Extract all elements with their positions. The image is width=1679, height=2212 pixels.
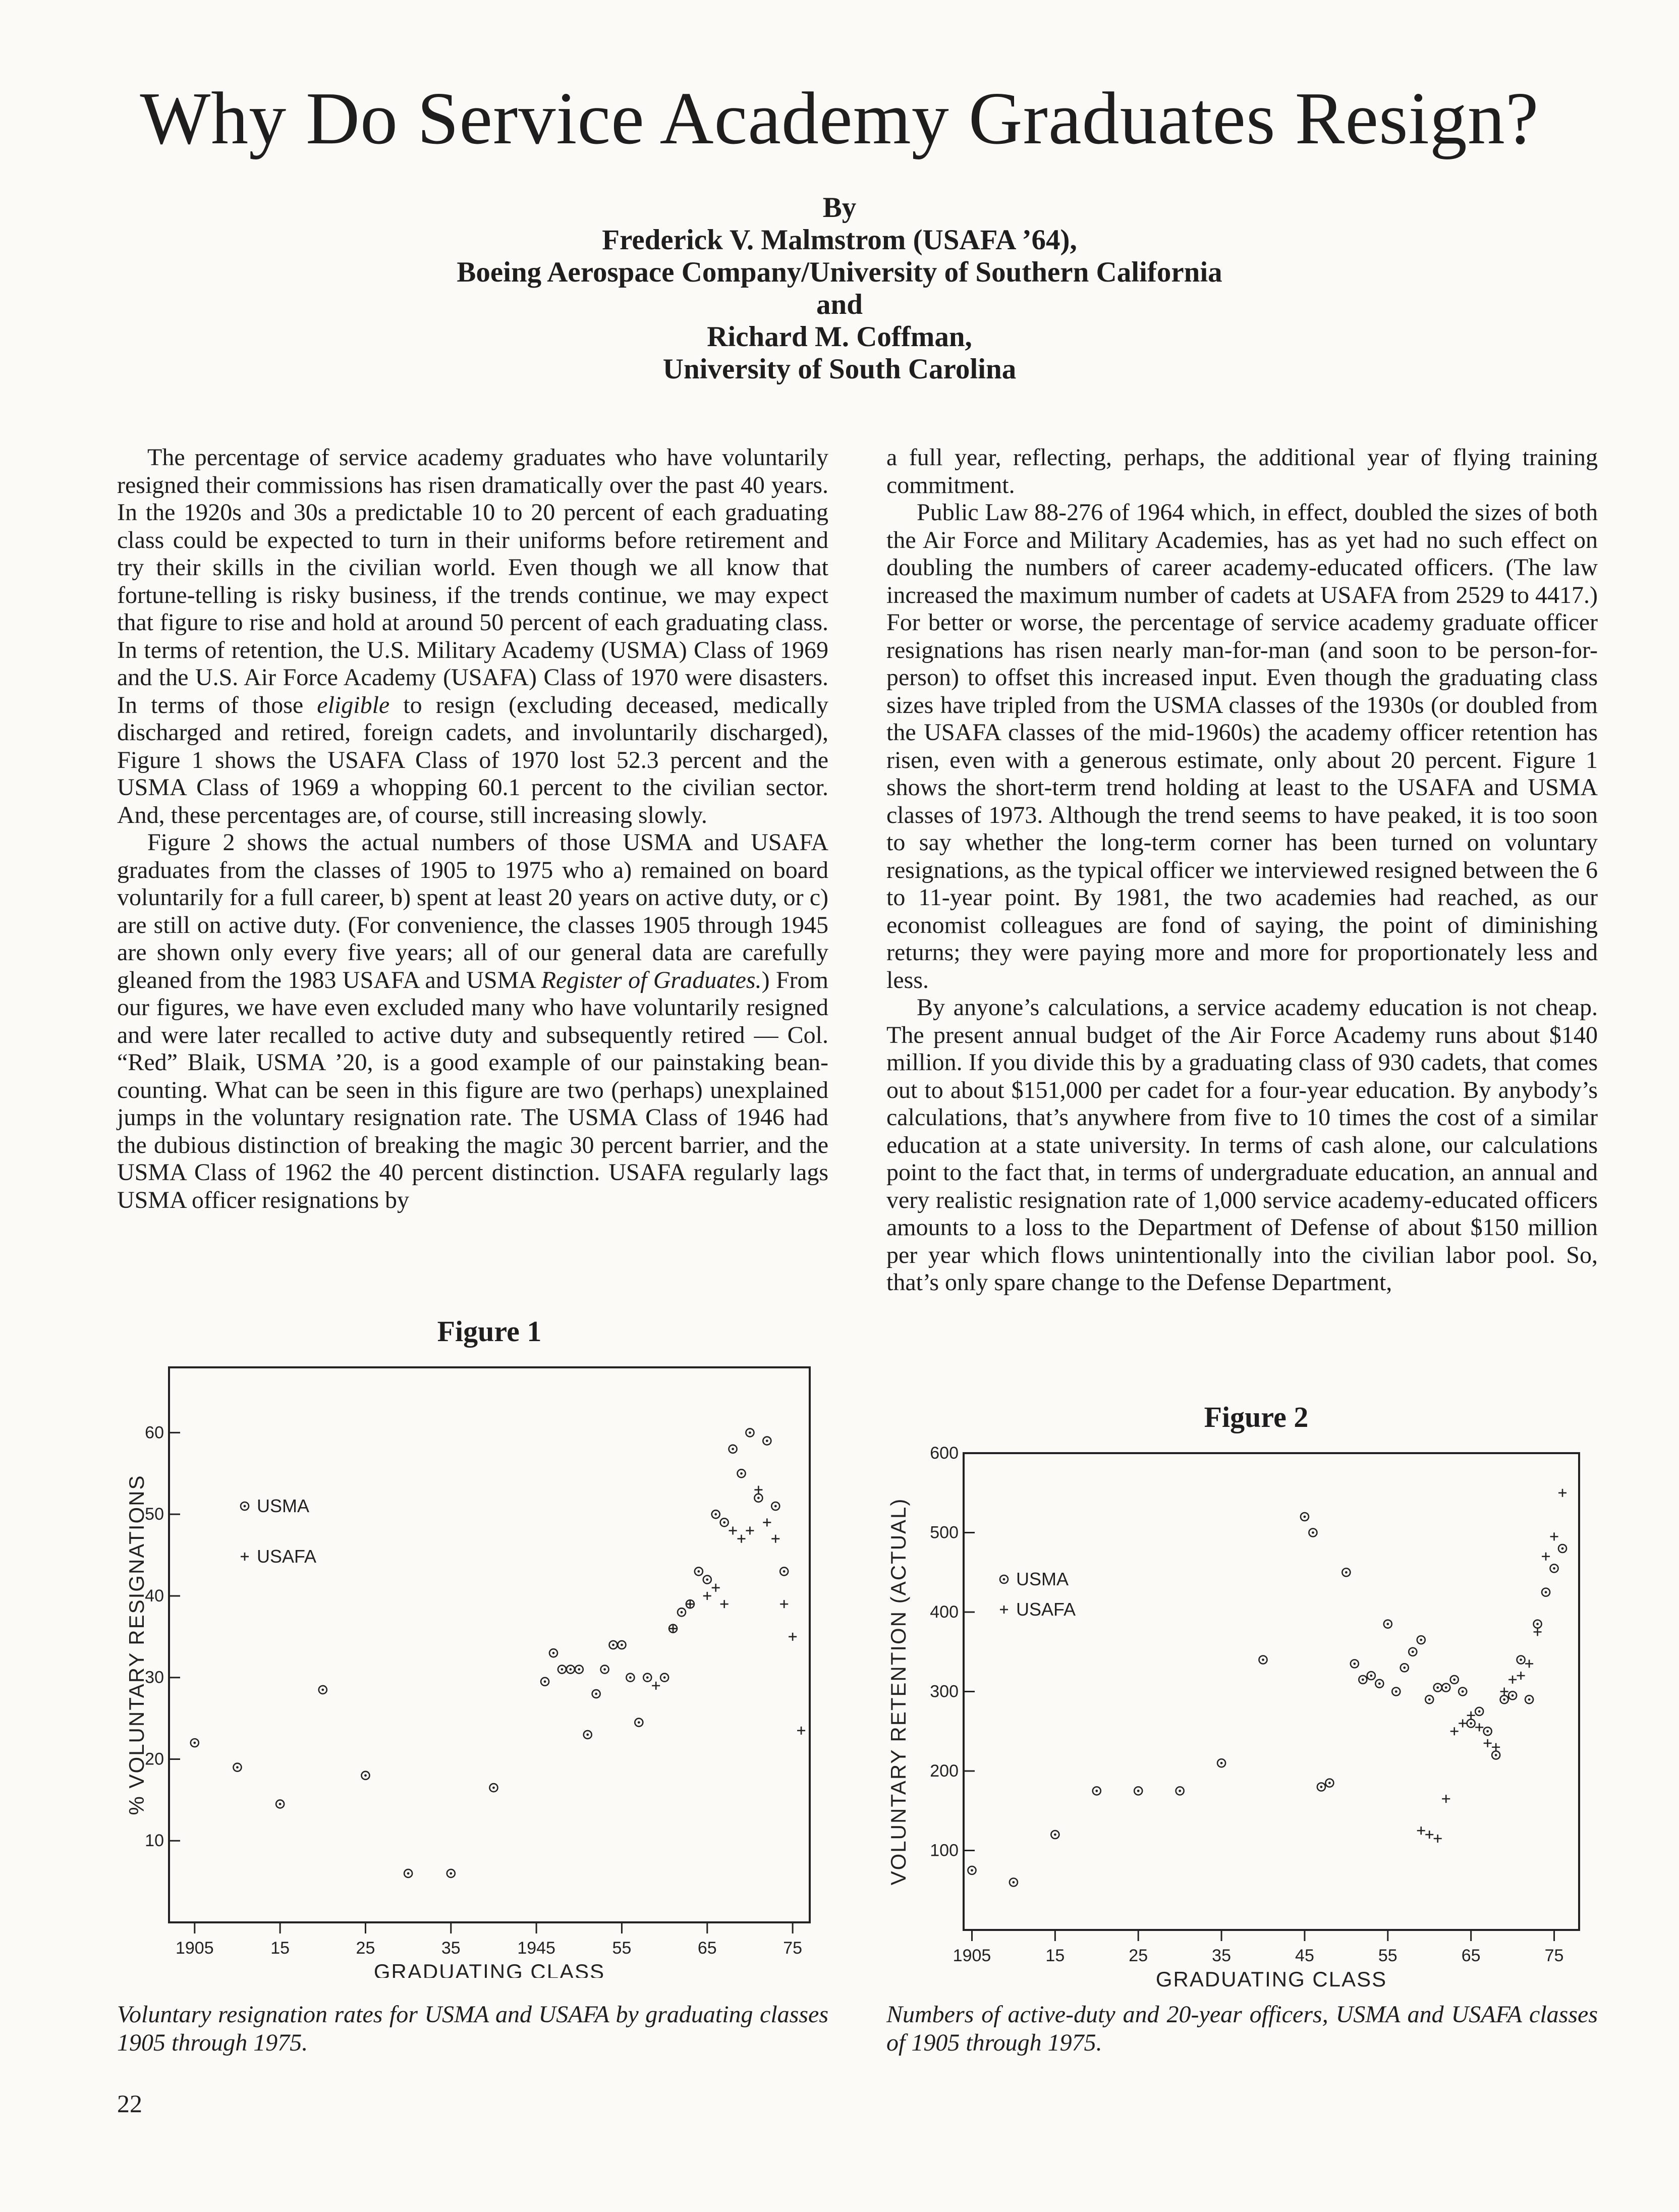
usma-point — [1351, 1660, 1359, 1668]
usma-point — [1550, 1564, 1558, 1572]
y-axis-label: % VOLUNTARY RESIGNATIONS — [125, 1474, 148, 1815]
usma-point — [1534, 1620, 1542, 1628]
usafa-point — [789, 1633, 797, 1641]
body-column-right — [886, 444, 1598, 1297]
usafa-point — [1434, 1835, 1442, 1843]
usma-point — [319, 1686, 327, 1694]
usma-point — [1417, 1636, 1425, 1644]
usma-point — [1093, 1787, 1101, 1795]
usma-point — [695, 1567, 703, 1575]
usma-point — [592, 1690, 600, 1698]
legend-usafa-marker — [241, 1553, 249, 1561]
paragraph: Public Law 88-276 of 1964 which, in effect, doubled the sizes of both the Air Force and Military Academies, has as yet had no such effect on doubling the numbers of career academy-educated officers. (The law increased the maximum number of cadets at USAFA from 2529 to 4417.) For better or worse, the percentage of service academy graduate officer resignations has risen nearly man-for-man (and soon to be person-for-person) to offset this increased input. Even though the graduating class sizes have tripled from the USMA classes of the 1930s (or doubled from the USAFA classes of the mid-1960s) the academy officer retention has risen, even with a generous estimate, only about 20 percent. Figure 1 shows the short-term trend holding at least to the USAFA and USMA classes of 1973. Although the trend seems to have peaked, it is too soon to say whether the long-term corner has been turned on voluntary resignations, as the typical officer we interviewed resigned between the 6 to 11-year point. By 1981, the two academies had reached, as our economist colleagues are fond of saying, the point of diminishing returns; they were paying more and more for proportionately less and less. — [886, 499, 1598, 993]
usafa-point — [1475, 1723, 1483, 1731]
y-tick-label: 50 — [145, 1505, 164, 1524]
paragraph: a full year, reflecting, perhaps, the additional year of flying training commitment. — [886, 444, 1598, 499]
x-tick-label: 1905 — [953, 1946, 991, 1965]
usma-point — [660, 1674, 668, 1682]
usma-point — [703, 1576, 711, 1584]
usafa-point — [720, 1600, 729, 1608]
usma-point — [361, 1772, 369, 1780]
byline — [0, 192, 1679, 385]
usafa-point — [1534, 1628, 1542, 1636]
usafa-point — [738, 1535, 746, 1543]
y-tick-label: 300 — [930, 1682, 959, 1701]
usma-point — [1384, 1620, 1392, 1628]
legend-usma-label: USMA — [257, 1496, 310, 1516]
usma-point — [635, 1719, 643, 1727]
usafa-point — [703, 1592, 711, 1600]
usma-point — [609, 1641, 618, 1649]
chart-svg — [116, 1362, 848, 1978]
usma-point — [1134, 1787, 1142, 1795]
usafa-point — [1517, 1672, 1525, 1680]
emphasis: Register of Graduates. — [541, 966, 762, 993]
legend-usafa-marker — [1000, 1606, 1008, 1614]
usma-point — [1525, 1695, 1533, 1703]
usafa-point — [729, 1527, 737, 1535]
usma-point — [780, 1567, 788, 1575]
usma-point — [404, 1869, 412, 1877]
y-tick-label: 30 — [145, 1668, 164, 1687]
usma-point — [558, 1666, 566, 1674]
figure-1-title: Figure 1 — [437, 1315, 542, 1348]
usma-point — [1409, 1648, 1417, 1656]
legend-usma-marker — [1000, 1575, 1008, 1583]
x-tick-label: 55 — [1378, 1946, 1397, 1965]
usafa-point — [746, 1527, 754, 1535]
legend-usma-marker — [241, 1502, 249, 1510]
emphasis: eligible — [317, 691, 390, 718]
x-tick-label: 55 — [612, 1939, 632, 1958]
usma-point — [601, 1666, 609, 1674]
usafa-point — [712, 1584, 720, 1592]
x-tick-label: 35 — [1212, 1946, 1231, 1965]
usma-point — [738, 1469, 746, 1477]
usafa-point — [1459, 1720, 1467, 1728]
x-axis-label: GRADUATING CLASS — [373, 1960, 605, 1978]
usma-point — [1558, 1544, 1566, 1553]
usma-point — [567, 1666, 575, 1674]
usma-point — [276, 1800, 284, 1808]
usafa-point — [1484, 1739, 1492, 1747]
y-tick-label: 500 — [930, 1523, 959, 1542]
y-tick-label: 400 — [930, 1602, 959, 1622]
usma-point — [1301, 1513, 1309, 1521]
y-axis-label: VOLUNTARY RETENTION (ACTUAL) — [886, 1498, 910, 1886]
usma-point — [643, 1674, 651, 1682]
x-tick-label: 45 — [1295, 1946, 1314, 1965]
usma-point — [1375, 1680, 1383, 1688]
usma-point — [1010, 1878, 1018, 1887]
usma-point — [1442, 1684, 1450, 1692]
usma-point — [1309, 1529, 1317, 1537]
paragraph: Figure 2 shows the actual numbers of those USMA and USAFA graduates from the classes of 1905 to 1975 who a) remained on board voluntarily for a full career, b) spent at least 20 years on active duty, or c) are still on active duty. (For convenience, the classes 1905 through 1945 are shown only every five years; all of our general data are carefully gleaned from the 1983 USAFA and USMA Register of Graduates.) From our figures, we have even excluded many who have voluntarily resigned and were later recalled to active duty and subsequently retired — Col. “Red” Blaik, USMA ’20, is a good example of our painstaking bean-counting. What can be seen in this figure are two (perhaps) unexplained jumps in the voluntary resignation rate. The USMA Class of 1946 had the dubious distinction of breaking the magic 30 percent barrier, and the USMA Class of 1962 the 40 percent distinction. USAFA regularly lags USMA officer resignations by — [117, 829, 828, 1213]
figure-2-caption: Numbers of active-duty and 20-year officers, USMA and USAFA classes of 1905 through 1975. — [886, 2001, 1598, 2056]
x-tick-label: 1905 — [175, 1939, 214, 1958]
byline-and: and — [816, 289, 863, 320]
usma-point — [771, 1502, 779, 1510]
usma-point — [746, 1428, 754, 1436]
usafa-point — [652, 1682, 660, 1690]
usma-point — [754, 1494, 762, 1502]
usafa-point — [1425, 1831, 1433, 1839]
usma-point — [1392, 1688, 1400, 1696]
legend-usafa-label: USAFA — [1016, 1599, 1076, 1620]
x-tick-label: 65 — [697, 1939, 717, 1958]
usafa-1976-point — [1558, 1489, 1566, 1497]
usma-point — [1517, 1656, 1525, 1664]
usma-point — [1359, 1676, 1367, 1684]
usma-point — [447, 1869, 455, 1877]
usma-point — [1259, 1656, 1267, 1664]
usma-point — [489, 1784, 497, 1792]
x-tick-label: 75 — [783, 1939, 803, 1958]
usma-point — [1475, 1707, 1483, 1716]
usafa-point — [1550, 1532, 1558, 1540]
usma-point — [541, 1678, 549, 1686]
usma-point — [191, 1739, 199, 1747]
x-tick-label: 75 — [1544, 1946, 1564, 1965]
x-tick-label: 25 — [1129, 1946, 1148, 1965]
byline-affiliation-2: University of South Carolina — [662, 353, 1017, 385]
y-tick-label: 600 — [930, 1444, 959, 1463]
legend-usafa-label: USAFA — [257, 1546, 317, 1567]
usafa-point — [1500, 1688, 1508, 1696]
usafa-point — [1467, 1711, 1475, 1720]
usma-point — [763, 1437, 771, 1445]
usma-point — [678, 1608, 686, 1616]
usma-point — [233, 1763, 241, 1772]
usma-point — [575, 1666, 583, 1674]
usma-point — [1508, 1691, 1517, 1699]
usma-point — [1467, 1720, 1475, 1728]
usafa-point — [754, 1486, 762, 1494]
usafa-point — [1525, 1660, 1533, 1668]
usma-point — [1342, 1568, 1350, 1576]
usma-point — [549, 1649, 557, 1657]
article-title: Why Do Service Academy Graduates Resign? — [140, 77, 1539, 160]
usma-point — [968, 1866, 976, 1874]
usma-point — [1459, 1688, 1467, 1696]
usma-point — [1317, 1783, 1325, 1791]
x-axis-label: GRADUATING CLASS — [1155, 1967, 1387, 1991]
byline-by: By — [822, 192, 857, 224]
usma-point — [1325, 1779, 1333, 1787]
y-tick-label: 40 — [145, 1586, 164, 1606]
chart-svg — [873, 1433, 1604, 1993]
usma-point — [1051, 1831, 1059, 1839]
figure-1-chart — [116, 1362, 848, 1978]
paragraph: By anyone’s calculations, a service academy education is not cheap. The present annual budget of the Air Force Academy runs about $140 million. If you divide this by a graduating class of 930 cadets, that comes out to about $151,000 per cadet for a four-year education. By anybody’s calculations, that’s anywhere from five to 10 times the cost of a similar education at a state university. In terms of cash alone, our calculations point to the fact that, in terms of undergraduate education, an annual and very realistic resignation rate of 1,000 service academy-educated officers amounts to a loss to the Department of Defense of about $150 million per year which flows unintentionally into the civilian labor pool. So, that’s only spare change to the Defense Department, — [886, 994, 1598, 1296]
usma-point — [1425, 1695, 1433, 1703]
x-tick-label: 1945 — [517, 1939, 555, 1958]
figure-1-caption: Voluntary resignation rates for USMA and USAFA by graduating classes 1905 through 1975. — [117, 2001, 828, 2056]
usma-point — [729, 1445, 737, 1453]
usma-point — [1492, 1751, 1500, 1759]
usma-point — [618, 1641, 626, 1649]
y-tick-label: 60 — [145, 1423, 164, 1443]
byline-affiliation-1: Boeing Aerospace Company/University of Southern California — [457, 256, 1222, 288]
usma-point — [626, 1674, 634, 1682]
usafa-point — [1442, 1795, 1450, 1803]
plot-frame — [169, 1367, 810, 1922]
y-tick-label: 200 — [930, 1761, 959, 1781]
figure-2-title: Figure 2 — [1204, 1401, 1309, 1433]
x-tick-label: 65 — [1461, 1946, 1481, 1965]
plot-frame — [964, 1453, 1579, 1930]
usafa-point — [1492, 1743, 1500, 1751]
usafa-point — [1450, 1727, 1459, 1735]
usafa-1976-point — [797, 1727, 805, 1735]
usma-point — [1367, 1672, 1375, 1680]
byline-author-2: Richard M. Coffman, — [707, 321, 972, 353]
usafa-point — [1417, 1827, 1425, 1835]
y-tick-label: 100 — [930, 1841, 959, 1860]
x-tick-label: 25 — [356, 1939, 375, 1958]
usafa-point — [763, 1518, 771, 1526]
usafa-point — [771, 1535, 779, 1543]
legend-usma-label: USMA — [1016, 1569, 1069, 1589]
usma-point — [712, 1510, 720, 1518]
x-tick-label: 15 — [1045, 1946, 1065, 1965]
usma-point — [1434, 1684, 1442, 1692]
usma-point — [1542, 1588, 1550, 1596]
usma-point — [1176, 1787, 1184, 1795]
x-tick-label: 15 — [270, 1939, 290, 1958]
usma-point — [1500, 1695, 1508, 1703]
y-tick-label: 20 — [145, 1749, 164, 1769]
x-tick-label: 35 — [441, 1939, 461, 1958]
paragraph: The percentage of service academy graduates who have voluntarily resigned their commissions has risen dramatically over the past 40 years. In the 1920s and 30s a predictable 10 to 20 percent of each graduating class could be expected to turn in their uniforms before retirement and try their skills in the civilian world. Even though we all know that fortune-telling is risky business, if the trends continue, we may expect that figure to rise and hold at around 50 percent of each graduating class. In terms of retention, the U.S. Military Academy (USMA) Class of 1969 and the U.S. Air Force Academy (USAFA) Class of 1970 were disasters. In terms of those eligible to resign (excluding deceased, medically discharged and retired, foreign cadets, and involuntarily discharged), Figure 1 shows the USAFA Class of 1970 lost 52.3 percent and the USMA Class of 1969 a whopping 60.1 percent to the civilian sector. And, these percentages are, of course, still increasing slowly. — [117, 444, 828, 828]
body-column-left — [117, 444, 828, 1214]
usma-point — [1401, 1664, 1409, 1672]
usma-point — [584, 1731, 592, 1739]
usma-point — [720, 1518, 729, 1526]
figure-2-chart — [873, 1433, 1604, 1993]
byline-author-1: Frederick V. Malmstrom (USAFA ’64), — [602, 224, 1077, 256]
usafa-point — [1508, 1676, 1517, 1684]
usma-point — [1484, 1727, 1492, 1735]
usma-point — [1217, 1759, 1225, 1767]
usafa-point — [780, 1600, 788, 1608]
usma-point — [1450, 1676, 1459, 1684]
page-number: 22 — [117, 2089, 142, 2118]
usafa-point — [1542, 1553, 1550, 1561]
y-tick-label: 10 — [145, 1831, 164, 1851]
